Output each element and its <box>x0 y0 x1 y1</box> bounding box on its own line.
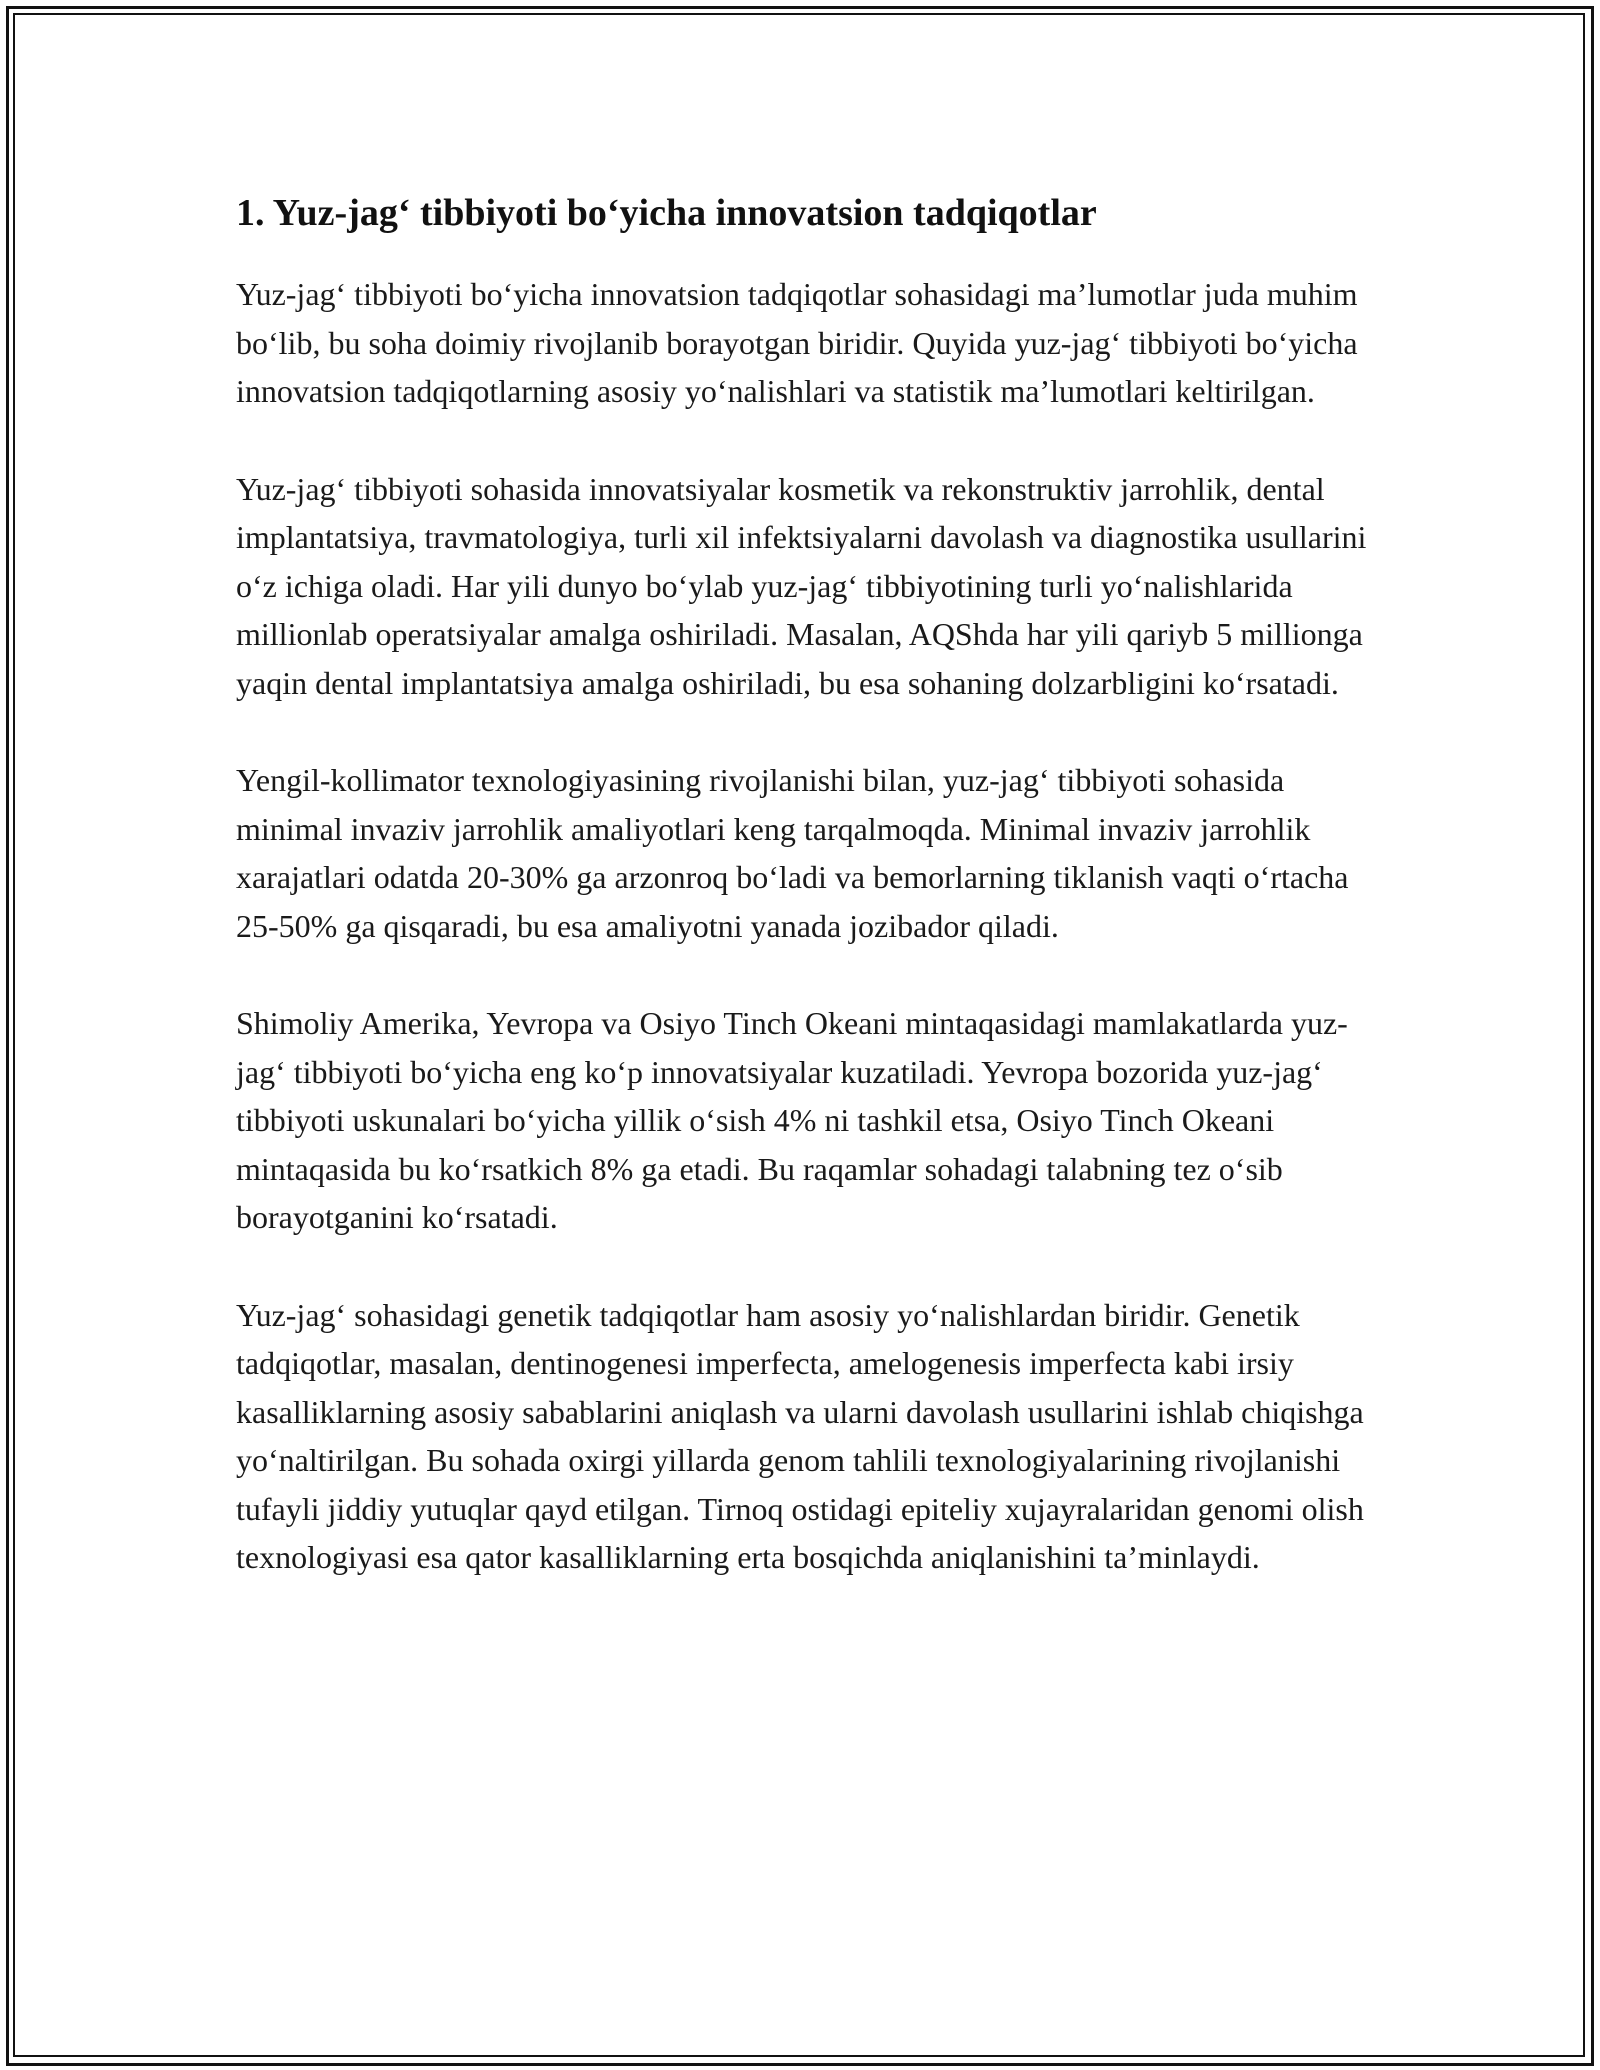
paragraph-genetics: Yuz-jag‘ sohasidagi genetik tadqiqotlar ham asosiy yo‘nalishlardan biridir. Genetik tadqiqotlar, masalan, dentinogenesi imperfecta, amelogenesis imperfecta kabi irsiy kasalliklarning asosiy sabablarini aniqlash va ularni davolash usullarini ishlab chiqishga yo‘naltirilgan. Bu sohada oxirgi yillarda genom tahlili texnologiyalarining rivojlanishi tufayli jiddiy yutuqlar qayd etilgan. Tirnoq ostidagi epiteliy xujayralaridan genomi olish texnologiyasi esa qator kasalliklarning erta bosqichda aniqlanishini ta’minlaydi. <box>236 1296 1364 1575</box>
document-body <box>236 186 1376 1631</box>
paragraph-intro: Yuz-jag‘ tibbiyoti bo‘yicha innovatsion tadqiqotlar sohasidagi ma’lumotlar juda muhim bo‘lib, bu soha doimiy rivojlanib borayotgan biridir. Quyida yuz-jag‘ tibbiyoti bo‘yicha innovatsion tadqiqotlarning asosiy yo‘nalishlari va statistik ma’lumotlari keltirilgan. <box>236 276 1358 409</box>
paragraph-regions: Shimoliy Amerika, Yevropa va Osiyo Tinch Okeani mintaqasidagi mamlakatlarda yuz-jag‘ tibbiyoti bo‘yicha eng ko‘p innovatsiyalar kuzatiladi. Yevropa bozorida yuz-jag‘ tibbiyoti uskunalari bo‘yicha yillik o‘sish 4% ni tashkil etsa, Osiyo Tinch Okeani mintaqasida bu ko‘rsatkich 8% ga etadi. Bu raqamlar sohadagi talabning tez o‘sib borayotganini ko‘rsatadi. <box>236 1005 1348 1235</box>
section-heading: 1. Yuz-jag‘ tibbiyoti bo‘yicha innovatsion tadqiqotlar <box>236 192 1097 234</box>
paragraph-innovations: Yuz-jag‘ tibbiyoti sohasida innovatsiyalar kosmetik va rekonstruktiv jarrohlik, dental implantatsiya, travmatologiya, turli xil infektsiyalarni davolash va diagnostika usullarini o‘z ichiga oladi. Har yili dunyo bo‘ylab yuz-jag‘ tibbiyotining turli yo‘nalishlarida millionlab operatsiyalar amalga oshiriladi. Masalan, AQShda har yili qariyb 5 millionga yaqin dental implantatsiya amalga oshiriladi, bu esa sohaning dolzarbligini ko‘rsatadi. <box>236 470 1367 701</box>
paragraph-minimal-invasive: Yengil-kollimator texnologiyasining rivojlanishi bilan, yuz-jag‘ tibbiyoti sohasida minimal invaziv jarrohlik amaliyotlari keng tarqalmoqda. Minimal invaziv jarrohlik xarajatlari odatda 20-30% ga arzonroq bo‘ladi va bemorlarning tiklanish vaqti o‘rtacha 25-50% ga qisqaradi, bu esa amaliyotni yanada jozibador qiladi. <box>236 762 1349 944</box>
